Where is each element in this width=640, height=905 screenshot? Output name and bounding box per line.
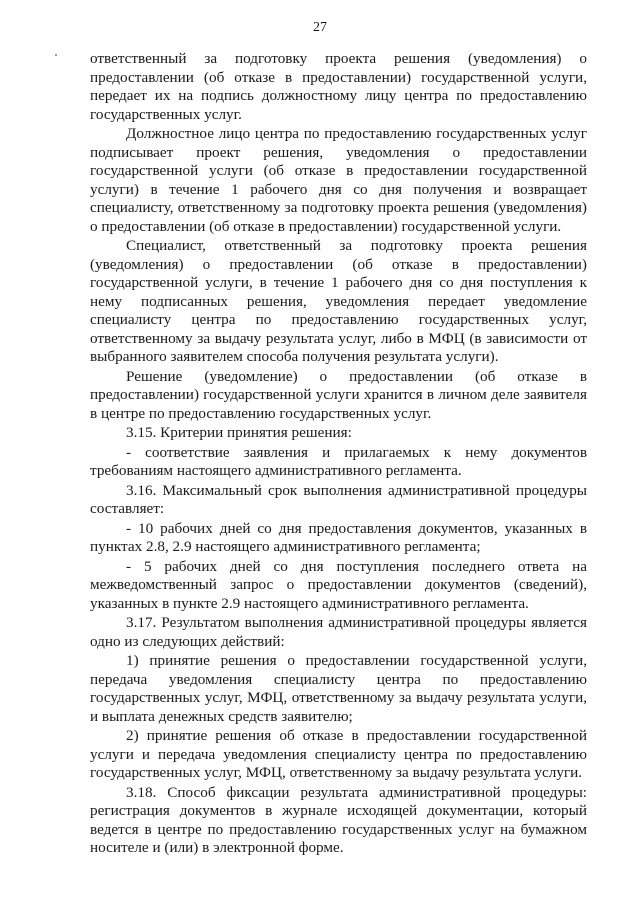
list-item: 1) принятие решения о предоставлении государственной услуги, передача уведомления специалисту центра по предоставлению государственных услуг, МФЦ, ответственному за выдачу результата услуги, и выплата денежных средств заявителю; — [90, 652, 587, 725]
page-number: 27 — [313, 20, 327, 35]
section-heading: 3.18. Способ фиксации результата административной процедуры: регистрация документов в журнале исходящей документации, который ведется в центре по предоставлению государственных услуг на бумажном носителе и (или) в электронной форме. — [90, 783, 587, 856]
list-item: 2) принятие решения об отказе в предоставлении государственной услуги и передача уведомления специалисту центра по предоставлению государственных услуг, МФЦ, ответственному за выдачу результата услуги. — [90, 727, 587, 781]
list-item: - 10 рабочих дней со дня предоставления документов, указанных в пунктах 2.8, 2.9 настоящего административного регламента; — [90, 519, 587, 555]
list-item: - соответствие заявления и прилагаемых к нему документов требованиям настоящего административного регламента. — [90, 443, 587, 479]
scan-speck — [55, 54, 57, 56]
paragraph: Должностное лицо центра по предоставлению государственных услуг подписывает проект решения, уведомления о предоставлении государственной услуги (об отказе в предоставлении государственной услуги) в течение 1 рабочего дня со дня получения и возвращает специалисту, ответственному за подготовку проекта решения (уведомления) о предоставлении (об отказе в предоставлении) государственной услуги. — [90, 125, 587, 235]
paragraph: Специалист, ответственный за подготовку проекта решения (уведомления) о предоставлении (об отказе в предоставлении) государственной услуги, в течение 1 рабочего дня со дня поступления к нему подписанных решения, уведомления передает уведомление специалисту центра по предоставлению государственных услуг, ответственному за выдачу результата услуг, либо в МФЦ (в зависимости от выбранного заявителем способа получения результата услуги). — [90, 237, 587, 365]
section-heading: 3.16. Максимальный срок выполнения административной процедуры составляет: — [90, 481, 587, 517]
list-item: - 5 рабочих дней со дня поступления последнего ответа на межведомственный запрос о предоставлении документов (сведений), указанных в пункте 2.9 настоящего административного регламента. — [90, 557, 587, 612]
section-heading: 3.15. Критерии принятия решения: — [126, 424, 352, 441]
document-body — [90, 50, 587, 858]
paragraph: Решение (уведомление) о предоставлении (об отказе в предоставлении) государственной услуги хранится в личном деле заявителя в центре по предоставлению государственных услуг. — [90, 367, 587, 422]
paragraph: ответственный за подготовку проекта решения (уведомления) о предоставлении (об отказе в предоставлении) государственной услуги, передает их на подпись должностному лицу центра по предоставлению государственных услуг. — [90, 50, 587, 123]
section-heading: 3.17. Результатом выполнения административной процедуры является одно из следующих действий: — [90, 614, 587, 650]
